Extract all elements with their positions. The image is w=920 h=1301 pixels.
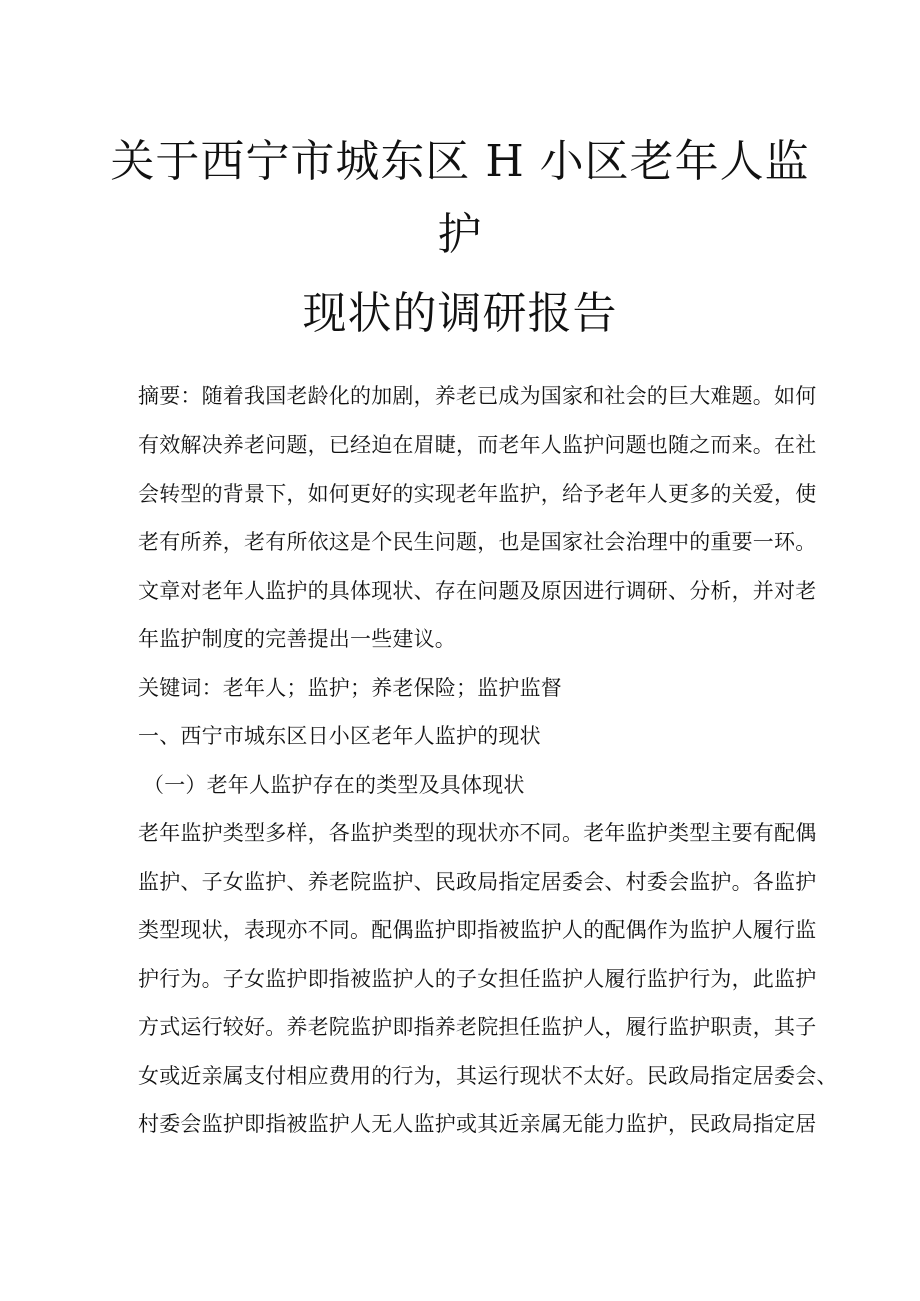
paragraph-line: 护行为。子女监护即指被监护人的子女担任监护人履行监护行为，此监护 [138, 967, 817, 991]
abstract-line: 摘要：随着我国老龄化的加剧，养老已成为国家和社会的巨大难题。如何 [138, 384, 817, 408]
paragraph-line: 方式运行较好。养老院监护即指养老院担任监护人，履行监护职责，其子 [138, 1015, 817, 1039]
abstract-line: 老有所养，老有所依这是个民生问题，也是国家社会治理中的重要一环。 [138, 530, 817, 554]
abstract-line: 文章对老年人监护的具体现状、存在问题及原因进行调研、分析，并对老 [138, 579, 817, 603]
paragraph-line: 类型现状，表现亦不同。配偶监护即指被监护人的配偶作为监护人履行监 [138, 918, 817, 942]
paragraph-line: 监护、子女监护、养老院监护、民政局指定居委会、村委会监护。各监护 [138, 870, 817, 894]
paragraph-line: 老年监护类型多样，各监护类型的现状亦不同。老年监护类型主要有配偶 [138, 821, 817, 845]
paragraph-line: 村委会监护即指被监护人无人监护或其近亲属无能力监护，民政局指定居 [138, 1112, 817, 1136]
section-heading: 一、西宁市城东区日小区老年人监护的现状 [138, 724, 541, 748]
keywords: 关键词：老年人；监护；养老保险；监护监督 [138, 676, 562, 700]
abstract-line: 有效解决养老问题，已经迫在眉睫，而老年人监护问题也随之而来。在社 [138, 433, 817, 457]
title-line-2: 护 [437, 209, 483, 260]
subsection-heading: （一）老年人监护存在的类型及具体现状 [143, 773, 525, 797]
paragraph-line: 女或近亲属支付相应费用的行为，其运行现状不太好。民政局指定居委会、 [138, 1064, 838, 1088]
abstract-line: 会转型的背景下，如何更好的实现老年监护，给予老年人更多的关爱，使 [138, 482, 817, 506]
abstract-line: 年监护制度的完善提出一些建议。 [138, 627, 456, 651]
title-line-1: 关于西宁市城东区 H 小区老年人监 [110, 136, 810, 187]
title-line-3: 现状的调研报告 [302, 288, 618, 339]
